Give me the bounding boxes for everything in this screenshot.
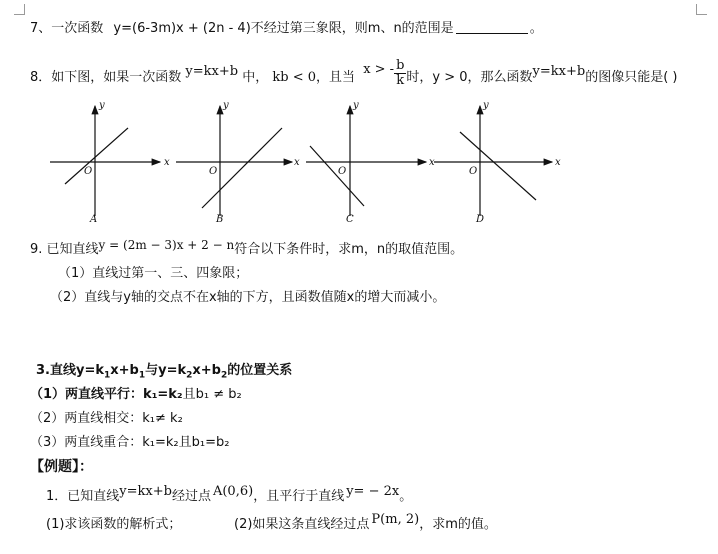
section-3-sub-2a: 2: [186, 370, 193, 381]
example-q1-prefix: 1．已知直线: [46, 489, 120, 504]
graph-d-y-label: y: [483, 100, 489, 111]
graph-c-y-label: y: [353, 100, 359, 111]
graph-d-x-label: x: [555, 157, 561, 168]
q8-fraction-denominator: k: [396, 73, 405, 88]
item-1-mid: 且b₁ ≠ b₂: [182, 387, 242, 402]
section-3-sub-1b: 1: [138, 370, 146, 381]
example-q1-mid: 经过点: [171, 489, 211, 504]
graph-a-line: [65, 128, 128, 184]
q9-condition-1: （1）直线过第一、三、四象限；: [58, 266, 249, 281]
q7-suffix: 不经过第三象限，则m、n的范围是: [250, 21, 454, 36]
q8-function: y=kx+b: [185, 64, 239, 79]
example-q1-mid2: ，且平行于直线: [253, 489, 345, 504]
q7-formula: y=(6-3m)x + (2n - 4): [113, 21, 251, 36]
example-heading: 【例题】：: [30, 459, 93, 475]
graph-a-letter: A: [90, 214, 98, 225]
graph-a[interactable]: [50, 100, 170, 225]
example-q1-point: A(0,6): [212, 484, 254, 499]
section-3-title-mid1: x+b: [110, 363, 139, 378]
item-1-prefix: （1）两直线平行：: [30, 387, 144, 402]
question-7: [30, 20, 543, 38]
q8-mid3: 时，y > 0，那么函数: [406, 70, 533, 85]
q9-suffix: 符合以下条件时，求m，n的取值范围。: [234, 242, 464, 257]
section-3-item-1: [30, 386, 242, 404]
section-3-sub-2b: 2: [221, 370, 228, 381]
graph-c-x-label: x: [429, 157, 435, 168]
example-part-2-suffix: ，求m的值。: [419, 517, 497, 532]
example-q1-line: y= − 2x: [346, 484, 400, 499]
q7-end: 。: [529, 21, 543, 36]
example-q1-end: 。: [399, 489, 413, 504]
q8-fraction-numerator: b: [396, 58, 405, 73]
section-3-title-mid2: 与y=k: [145, 363, 187, 378]
answer-graphs: [40, 96, 570, 236]
section-3-title-end: 的位置关系: [227, 363, 293, 378]
item-1-condition: k₁=k₂: [143, 387, 183, 402]
section-3-sub-1a: 1: [104, 370, 111, 381]
question-8: [30, 58, 678, 92]
q9-prefix: 9. 已知直线: [30, 242, 99, 257]
answer-blank[interactable]: [456, 21, 528, 34]
example-q1-function: y=kx+b: [119, 484, 172, 499]
graph-a-y-label: y: [99, 100, 105, 111]
graph-c[interactable]: [306, 100, 435, 225]
graph-a-origin: O: [84, 166, 93, 177]
q8-suffix: 的图像只能是( ): [585, 70, 678, 85]
graph-a-x-label: x: [164, 157, 170, 168]
section-3-title-mid3: x+b: [192, 363, 221, 378]
graph-b-x-label: x: [294, 157, 300, 168]
example-part-2-point: P(m, 2): [371, 512, 420, 527]
page-corner-mark-left: [14, 4, 25, 15]
graph-d-origin: O: [469, 166, 478, 177]
graph-c-line: [310, 146, 364, 206]
q8-prefix: 8．如下图，如果一次函数: [30, 70, 182, 85]
page-corner-mark-right: [696, 4, 707, 15]
q9-formula: y = (2m − 3)x + 2 − n: [98, 238, 235, 252]
section-3-title: [36, 362, 292, 385]
q8-condition: kb < 0: [272, 70, 317, 85]
q8-inequality: x > -: [363, 62, 395, 77]
graph-b-y-label: y: [223, 100, 229, 111]
example-part-2-prefix: (2)如果这条直线经过点: [234, 517, 370, 532]
question-9: [30, 240, 463, 259]
graph-b-letter: B: [216, 214, 224, 225]
q7-prefix: 7、一次函数: [30, 21, 104, 36]
section-3-item-2: （2）两直线相交：k₁≠ k₂: [30, 411, 183, 426]
section-3-title-prefix: 3.直线y=k: [36, 363, 104, 378]
graph-c-origin: O: [338, 166, 347, 177]
q8-mid1: 中，: [242, 70, 269, 85]
q8-function-2: y=kx+b: [532, 64, 586, 79]
q8-fraction: [394, 59, 406, 88]
graph-d-letter: D: [476, 214, 485, 225]
q9-condition-2: （2）直线与y轴的交点不在x轴的下方，且函数值随x的增大而减小。: [50, 290, 446, 305]
graph-b-origin: O: [209, 166, 218, 177]
graph-c-letter: C: [346, 214, 354, 225]
section-3-item-3: （3）两直线重合：k₁=k₂且b₁=b₂: [30, 435, 230, 450]
graph-b[interactable]: [176, 100, 300, 225]
graph-d[interactable]: [434, 100, 561, 225]
example-part-2: [234, 512, 497, 534]
example-question-1: [46, 484, 413, 506]
q8-mid2: ，且当: [316, 70, 356, 85]
example-part-1: (1)求该函数的解析式；: [46, 517, 182, 532]
